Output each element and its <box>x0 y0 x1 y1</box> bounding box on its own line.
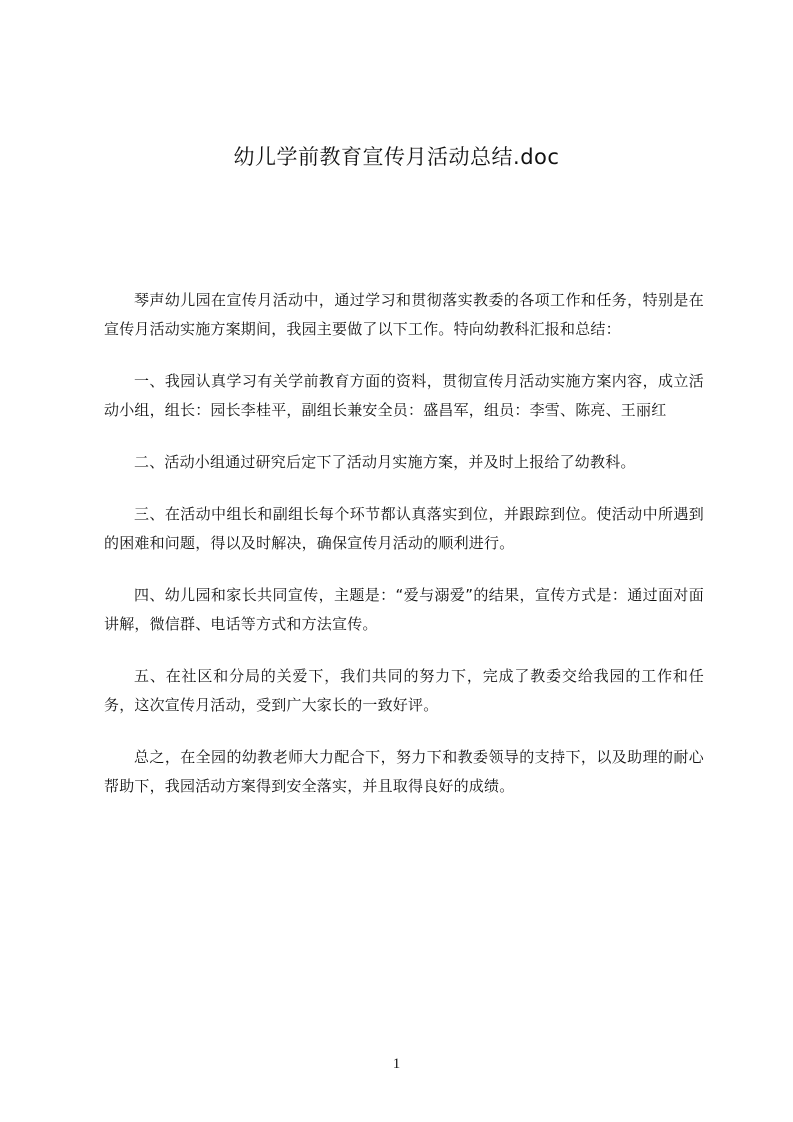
document-title: 幼儿学前教育宣传月活动总结.doc <box>233 145 560 169</box>
paragraph-item-3: 三、在活动中组长和副组长每个环节都认真落实到位，并跟踪到位。使活动中所遇到的困难和问题，得以及时解决，确保宣传月活动的顺利进行。 <box>104 505 704 552</box>
document-body <box>104 286 704 824</box>
paragraph-item-4: 四、幼儿园和家长共同宣传，主题是：“爱与溺爱”的结果，宣传方式是：通过面对面讲解，微信群、电话等方式和方法宣传。 <box>104 586 704 633</box>
paragraph-item-5: 五、在社区和分局的关爱下，我们共同的努力下，完成了教委交给我园的工作和任务，这次宣传月活动，受到广大家长的一致好评。 <box>104 667 704 714</box>
paragraph-item-2: 二、活动小组通过研究后定下了活动月实施方案，并及时上报给了幼教科。 <box>134 453 636 471</box>
paragraph-intro: 琴声幼儿园在宣传月活动中，通过学习和贯彻落实教委的各项工作和任务，特别是在宣传月活动实施方案期间，我园主要做了以下工作。特向幼教科汇报和总结： <box>104 291 704 338</box>
paragraph-conclusion: 总之，在全园的幼教老师大力配合下，努力下和教委领导的支持下，以及助理的耐心帮助下，我园活动方案得到安全落实，并且取得良好的成绩。 <box>104 748 704 795</box>
paragraph-item-1: 一、我园认真学习有关学前教育方面的资料，贯彻宣传月活动实施方案内容，成立活动小组，组长：园长李桂平，副组长兼安全员：盛昌军，组员：李雪、陈亮、王丽红 <box>104 372 704 419</box>
page-number: 1 <box>392 1056 401 1072</box>
